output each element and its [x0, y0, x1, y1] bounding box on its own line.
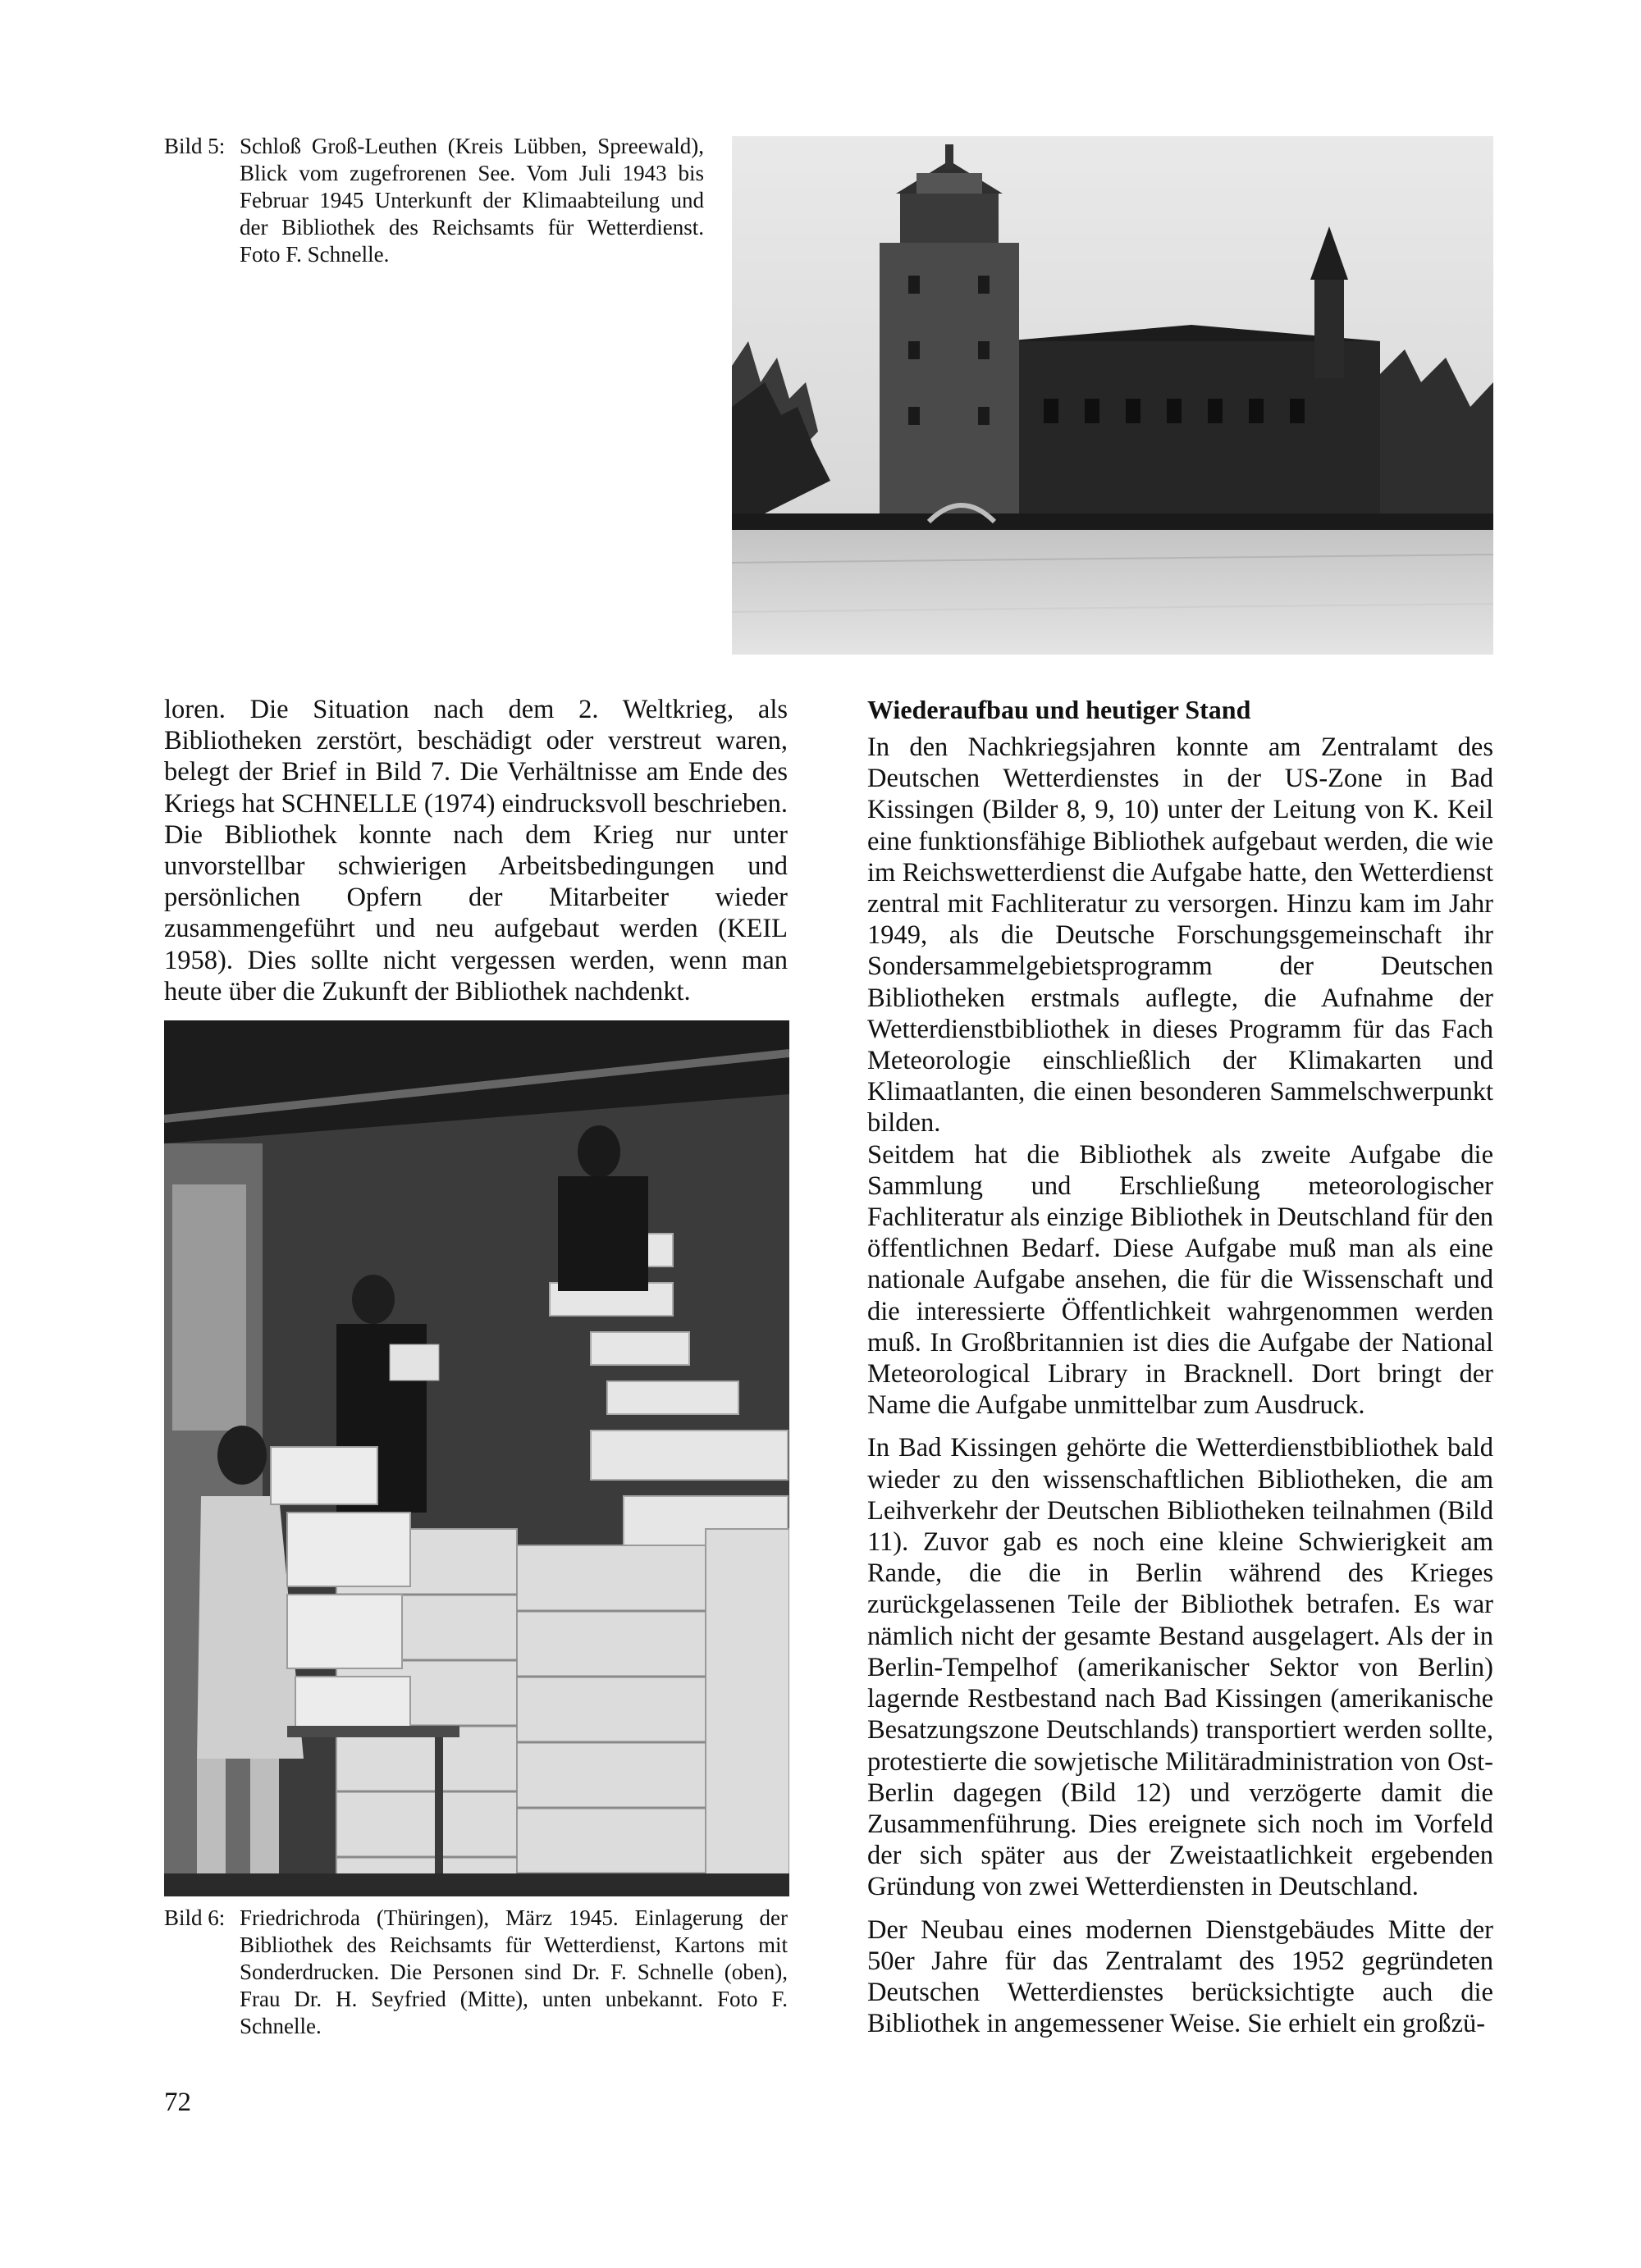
- figure5-label: Bild 5:: [164, 134, 226, 158]
- right-paragraph-3: In Bad Kissingen gehörte die Wetterdienstbibliothek bald wieder zu den wissenschaftlichen Bibliotheken, die am Leihverkehr der Deutschen Bibliotheken teilnahmen (Bild 11). Zuvor gab es noch eine kleine Schwierigkeit am Rande, die die in Berlin während des Krieges zurückgelassenen Teile der Bibliothek betrafen. Es war nämlich nicht der gesamte Bestand ausgelagert. Als der in Berlin-Tempelhof (amerikanischer Sektor von Berlin) lagernde Restbestand nach Bad Kissingen (amerikanische Besatzungszone Deutschlands) transportiert werden sollte, protestierte die sowjetische Militäradministration von Ost-Berlin dagegen (Bild 12) und verzögerte damit die Zusammenführung. Dies ereignete sich noch im Vorfeld der sich später aus der Zweistaatlichkeit ergebenden Gründung von zwei Wetterdiensten in Deutschland.: [867, 1433, 1493, 1902]
- right-column-text: [867, 694, 1493, 2039]
- figure5-caption: Schloß Groß-Leuthen (Kreis Lübben, Spreewald), Blick vom zugefrorenen See. Vom Juli 1943 bis Februar 1945 Unterkunft der Klimaabteilung und der Bibliothek des Reichsamts für Wetterdienst. Foto F. Schnelle.: [240, 134, 704, 267]
- left-paragraph-1: loren. Die Situation nach dem 2. Weltkrieg, als Bibliotheken zerstört, beschädigt oder verstreut waren, belegt der Brief in Bild 7. Die Verhältnisse am Ende des Kriegs hat SCHNELLE (1974) eindrucksvoll beschrieben.: [164, 695, 788, 819]
- section-heading: Wiederaufbau und heutiger Stand: [867, 695, 1251, 724]
- left-paragraph-2: Die Bibliothek konnte nach dem Krieg nur unter unvorstellbar schwierigen Arbeitsbedingungen und persönlichen Opfern der Mitarbeiter wieder zusammengeführt und neu aufgebaut werden (KEIL 1958). Dies sollte nicht vergessen werden, wenn man heute über die Zukunft der Bibliothek nachdenkt.: [164, 819, 788, 1006]
- page-number: 72: [164, 2088, 191, 2117]
- right-paragraph-2: Seitdem hat die Bibliothek als zweite Aufgabe die Sammlung und Erschließung meteorologischer Fachliteratur als einzige Bibliothek in Deutschland für den öffentlichnen Bedarf. Diese Aufgabe muß man als eine nationale Aufgabe ansehen, die für die Wissenschaft und die interessierte Öffentlichkeit wahrgenommen werden muß. In Großbritannien ist dies die Aufgabe der National Meteorological Library in Bracknell. Dort bringt der Name die Aufgabe unmittelbar zum Ausdruck.: [867, 1139, 1493, 1421]
- left-column-text: [164, 694, 788, 1007]
- figure6-caption: Friedrichroda (Thüringen), März 1945. Einlagerung der Bibliothek des Reichsamts für Wetterdienst, Kartons mit Sonderdrucken. Die Personen sind Dr. F. Schnelle (oben), Frau Dr. H. Seyfried (Mitte), unten unbekannt. Foto F. Schnelle.: [240, 1905, 788, 2038]
- right-paragraph-4: Der Neubau eines modernen Dienstgebäudes Mitte der 50er Jahre für das Zentralamt des 1952 gegründeten Deutschen Wetterdienstes berücksichtigte auch die Bibliothek in angemessener Weise. Sie erhielt ein großzü-: [867, 1914, 1493, 2039]
- figure6-label: Bild 6:: [164, 1905, 226, 1930]
- figure6-photo-storage: [164, 1020, 789, 1896]
- figure5-photo-castle: [732, 136, 1493, 655]
- right-paragraph-1: In den Nachkriegsjahren konnte am Zentralamt des Deutschen Wetterdienstes in der US-Zone in Bad Kissingen (Bilder 8, 9, 10) unter der Leitung von K. Keil eine funktionsfähige Bibliothek aufgebaut werden, die wie im Reichswetterdienst die Aufgabe hatte, den Wetterdienst zentral mit Fachliteratur zu versorgen. Hinzu kam im Jahr 1949, als die Deutsche Forschungsgemeinschaft ihr Sondersammelgebietsprogramm der Deutschen Bibliotheken erstmals auflegte, die Aufnahme der Wetterdienstbibliothek in dieses Programm für das Fach Meteorologie einschließlich der Klimakarten und Klimaatlanten, die einen besonderen Sammelschwerpunkt bilden.: [867, 732, 1493, 1139]
